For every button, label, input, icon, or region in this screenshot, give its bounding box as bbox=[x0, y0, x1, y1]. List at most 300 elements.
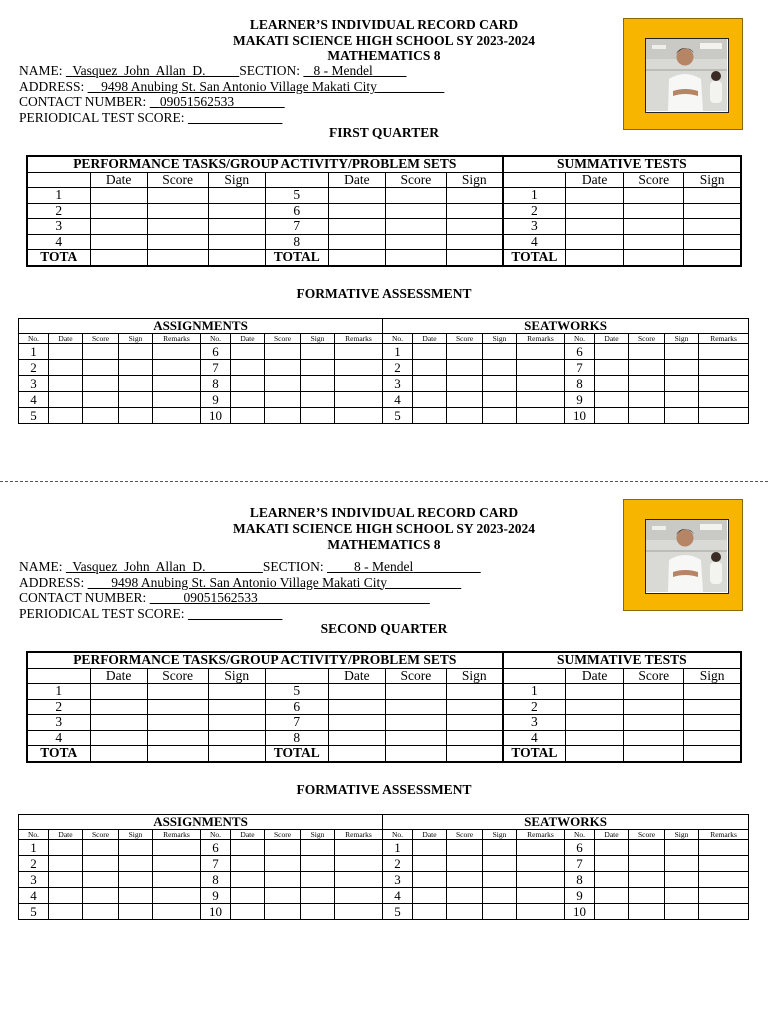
address-value[interactable]: 9498 Anubing St. San Antonio Village Makati City bbox=[111, 574, 387, 590]
entry-cell-remarks[interactable] bbox=[335, 344, 383, 360]
table-row bbox=[27, 219, 741, 235]
entry-cell-remarks[interactable] bbox=[699, 856, 749, 872]
entry-cell-score[interactable] bbox=[147, 250, 208, 266]
entry-cell-remarks[interactable] bbox=[699, 408, 749, 424]
entry-cell-date[interactable] bbox=[328, 715, 385, 731]
entry-cell-sign[interactable] bbox=[119, 344, 153, 360]
entry-cell-date[interactable] bbox=[49, 408, 83, 424]
entry-cell-remarks[interactable] bbox=[699, 360, 749, 376]
entry-cell-date[interactable] bbox=[90, 188, 147, 204]
entry-cell-remarks[interactable] bbox=[335, 408, 383, 424]
entry-cell-score[interactable] bbox=[629, 376, 665, 392]
column-header-sign: Sign bbox=[446, 172, 502, 188]
entry-cell-sign[interactable] bbox=[483, 344, 517, 360]
entry-cell-sign[interactable] bbox=[483, 408, 517, 424]
entry-cell-date[interactable] bbox=[328, 250, 385, 266]
entry-cell-sign[interactable] bbox=[483, 856, 517, 872]
entry-cell-date[interactable] bbox=[566, 684, 624, 700]
entry-cell-sign[interactable] bbox=[208, 699, 265, 715]
row-number: 2 bbox=[383, 856, 413, 872]
entry-cell-date[interactable] bbox=[566, 715, 624, 731]
entry-cell-remarks[interactable] bbox=[699, 376, 749, 392]
entry-cell-date[interactable] bbox=[90, 730, 147, 746]
entry-cell-date[interactable] bbox=[413, 856, 447, 872]
entry-cell-sign[interactable] bbox=[684, 684, 741, 700]
entry-cell-score[interactable] bbox=[624, 730, 684, 746]
entry-cell-remarks[interactable] bbox=[699, 344, 749, 360]
summative-group-header: SUMMATIVE TESTS bbox=[503, 652, 741, 668]
entry-cell-date[interactable] bbox=[90, 684, 147, 700]
entry-cell-date[interactable] bbox=[566, 730, 624, 746]
entry-cell-score[interactable] bbox=[83, 360, 119, 376]
entry-cell-score[interactable] bbox=[447, 408, 483, 424]
column-header-remarks: Remarks bbox=[153, 830, 201, 840]
entry-cell-score[interactable] bbox=[385, 715, 446, 731]
entry-cell-date[interactable] bbox=[49, 392, 83, 408]
entry-cell-sign[interactable] bbox=[301, 344, 335, 360]
entry-cell-date[interactable] bbox=[595, 888, 629, 904]
entry-cell-sign[interactable] bbox=[446, 219, 502, 235]
entry-cell-sign[interactable] bbox=[483, 376, 517, 392]
entry-cell-date[interactable] bbox=[90, 699, 147, 715]
entry-cell-remarks[interactable] bbox=[153, 360, 201, 376]
entry-cell-sign[interactable] bbox=[301, 360, 335, 376]
entry-cell-date[interactable] bbox=[595, 840, 629, 856]
subject-name: MATHEMATICS 8 bbox=[327, 48, 441, 63]
entry-cell-sign[interactable] bbox=[301, 856, 335, 872]
entry-cell-score[interactable] bbox=[624, 684, 684, 700]
row-number: 10 bbox=[201, 408, 231, 424]
score-value[interactable] bbox=[188, 110, 283, 125]
entry-cell-score[interactable] bbox=[83, 888, 119, 904]
entry-cell-sign[interactable] bbox=[483, 360, 517, 376]
entry-cell-score[interactable] bbox=[624, 188, 684, 204]
entry-cell-date[interactable] bbox=[328, 219, 385, 235]
entry-cell-score[interactable] bbox=[265, 872, 301, 888]
entry-cell-score[interactable] bbox=[385, 684, 446, 700]
entry-cell-remarks[interactable] bbox=[517, 888, 565, 904]
entry-cell-date[interactable] bbox=[566, 203, 624, 219]
column-header-no: No. bbox=[383, 334, 413, 344]
entry-cell-sign[interactable] bbox=[208, 234, 265, 250]
entry-cell-date[interactable] bbox=[90, 203, 147, 219]
section-value[interactable]: 8 - Mendel bbox=[313, 63, 373, 78]
entry-cell-sign[interactable] bbox=[119, 408, 153, 424]
address-value[interactable]: 9498 Anubing St. San Antonio Village Makati City bbox=[101, 79, 377, 94]
column-header-blank bbox=[27, 172, 90, 188]
entry-cell-date[interactable] bbox=[413, 344, 447, 360]
column-header-score: Score bbox=[147, 668, 208, 684]
entry-cell-sign[interactable] bbox=[665, 360, 699, 376]
entry-cell-date[interactable] bbox=[413, 408, 447, 424]
entry-cell-score[interactable] bbox=[265, 376, 301, 392]
entry-cell-date[interactable] bbox=[328, 188, 385, 204]
entry-cell-remarks[interactable] bbox=[517, 840, 565, 856]
entry-cell-date[interactable] bbox=[90, 250, 147, 266]
entry-cell-date[interactable] bbox=[566, 219, 624, 235]
entry-cell-sign[interactable] bbox=[119, 872, 153, 888]
entry-cell-date[interactable] bbox=[595, 872, 629, 888]
entry-cell-score[interactable] bbox=[147, 219, 208, 235]
student-photo bbox=[645, 519, 729, 594]
entry-cell-sign[interactable] bbox=[665, 856, 699, 872]
entry-cell-date[interactable] bbox=[231, 408, 265, 424]
entry-cell-score[interactable] bbox=[147, 746, 208, 762]
entry-cell-date[interactable] bbox=[231, 872, 265, 888]
entry-cell-sign[interactable] bbox=[665, 840, 699, 856]
entry-cell-score[interactable] bbox=[385, 203, 446, 219]
entry-cell-date[interactable] bbox=[49, 904, 83, 920]
name-value[interactable]: Vasquez John Allan D. bbox=[72, 559, 206, 574]
entry-cell-date[interactable] bbox=[90, 746, 147, 762]
entry-cell-score[interactable] bbox=[624, 715, 684, 731]
entry-cell-remarks[interactable] bbox=[153, 408, 201, 424]
entry-cell-date[interactable] bbox=[49, 840, 83, 856]
entry-cell-sign[interactable] bbox=[483, 392, 517, 408]
entry-cell-remarks[interactable] bbox=[699, 888, 749, 904]
entry-cell-sign[interactable] bbox=[483, 888, 517, 904]
entry-cell-remarks[interactable] bbox=[517, 360, 565, 376]
entry-cell-score[interactable] bbox=[147, 188, 208, 204]
entry-cell-sign[interactable] bbox=[301, 888, 335, 904]
entry-cell-score[interactable] bbox=[83, 872, 119, 888]
entry-cell-score[interactable] bbox=[624, 219, 684, 235]
entry-cell-remarks[interactable] bbox=[153, 904, 201, 920]
entry-cell-sign[interactable] bbox=[446, 699, 502, 715]
table-row bbox=[19, 360, 749, 376]
entry-cell-score[interactable] bbox=[147, 699, 208, 715]
entry-cell-sign[interactable] bbox=[684, 219, 741, 235]
entry-cell-score[interactable] bbox=[265, 840, 301, 856]
subject-name: MATHEMATICS 8 bbox=[327, 537, 441, 552]
entry-cell-sign[interactable] bbox=[665, 872, 699, 888]
entry-cell-sign[interactable] bbox=[665, 392, 699, 408]
entry-cell-date[interactable] bbox=[566, 188, 624, 204]
entry-cell-date[interactable] bbox=[231, 840, 265, 856]
row-number: 7 bbox=[201, 360, 231, 376]
entry-cell-date[interactable] bbox=[49, 872, 83, 888]
row-number: 5 bbox=[265, 684, 328, 700]
entry-cell-remarks[interactable] bbox=[699, 904, 749, 920]
entry-cell-score[interactable] bbox=[147, 203, 208, 219]
entry-cell-score[interactable] bbox=[83, 344, 119, 360]
entry-cell-score[interactable] bbox=[265, 392, 301, 408]
entry-cell-score[interactable] bbox=[447, 904, 483, 920]
entry-cell-score[interactable] bbox=[385, 234, 446, 250]
entry-cell-score[interactable] bbox=[83, 904, 119, 920]
entry-cell-date[interactable] bbox=[328, 684, 385, 700]
entry-cell-sign[interactable] bbox=[446, 203, 502, 219]
table-row bbox=[27, 715, 741, 731]
entry-cell-sign[interactable] bbox=[684, 746, 741, 762]
score-label: PERIODICAL TEST SCORE: bbox=[19, 605, 185, 621]
entry-cell-date[interactable] bbox=[49, 360, 83, 376]
entry-cell-date[interactable] bbox=[413, 392, 447, 408]
entry-cell-sign[interactable] bbox=[446, 746, 502, 762]
entry-cell-date[interactable] bbox=[413, 904, 447, 920]
entry-cell-score[interactable] bbox=[624, 234, 684, 250]
entry-cell-score[interactable] bbox=[83, 392, 119, 408]
entry-cell-remarks[interactable] bbox=[335, 856, 383, 872]
entry-cell-sign[interactable] bbox=[684, 234, 741, 250]
entry-cell-date[interactable] bbox=[90, 715, 147, 731]
entry-cell-score[interactable] bbox=[385, 730, 446, 746]
entry-cell-score[interactable] bbox=[629, 872, 665, 888]
contact-label: CONTACT NUMBER: bbox=[19, 94, 147, 109]
entry-cell-score[interactable] bbox=[265, 856, 301, 872]
entry-cell-sign[interactable] bbox=[208, 684, 265, 700]
entry-cell-sign[interactable] bbox=[301, 376, 335, 392]
entry-cell-sign[interactable] bbox=[665, 376, 699, 392]
table-row bbox=[27, 234, 741, 250]
entry-cell-remarks[interactable] bbox=[699, 392, 749, 408]
table-row bbox=[19, 888, 749, 904]
table-row bbox=[19, 840, 749, 856]
entry-cell-date[interactable] bbox=[231, 360, 265, 376]
entry-cell-sign[interactable] bbox=[684, 730, 741, 746]
entry-cell-score[interactable] bbox=[265, 888, 301, 904]
entry-cell-remarks[interactable] bbox=[335, 392, 383, 408]
entry-cell-remarks[interactable] bbox=[335, 376, 383, 392]
entry-cell-sign[interactable] bbox=[208, 746, 265, 762]
name-value[interactable]: Vasquez John Allan D. bbox=[72, 63, 206, 78]
entry-cell-sign[interactable] bbox=[208, 250, 265, 266]
entry-cell-sign[interactable] bbox=[446, 188, 502, 204]
entry-cell-score[interactable] bbox=[447, 888, 483, 904]
entry-cell-sign[interactable] bbox=[483, 872, 517, 888]
entry-cell-sign[interactable] bbox=[301, 872, 335, 888]
entry-cell-sign[interactable] bbox=[208, 188, 265, 204]
entry-cell-remarks[interactable] bbox=[335, 872, 383, 888]
entry-cell-date[interactable] bbox=[49, 376, 83, 392]
school-name: MAKATI SCIENCE HIGH SCHOOL SY 2023-2024 bbox=[233, 521, 535, 536]
entry-cell-date[interactable] bbox=[90, 219, 147, 235]
entry-cell-remarks[interactable] bbox=[517, 904, 565, 920]
entry-cell-date[interactable] bbox=[595, 904, 629, 920]
entry-cell-score[interactable] bbox=[624, 250, 684, 266]
entry-cell-sign[interactable] bbox=[119, 856, 153, 872]
entry-cell-remarks[interactable] bbox=[335, 904, 383, 920]
total-label: TOTA bbox=[27, 250, 90, 266]
entry-cell-sign[interactable] bbox=[446, 730, 502, 746]
entry-cell-date[interactable] bbox=[49, 856, 83, 872]
row-number: 3 bbox=[19, 872, 49, 888]
table-row bbox=[27, 188, 741, 204]
column-header-no: No. bbox=[19, 830, 49, 840]
column-header-sign: Sign bbox=[483, 830, 517, 840]
entry-cell-sign[interactable] bbox=[119, 376, 153, 392]
entry-cell-score[interactable] bbox=[385, 219, 446, 235]
entry-cell-date[interactable] bbox=[595, 392, 629, 408]
entry-cell-score[interactable] bbox=[385, 699, 446, 715]
entry-cell-sign[interactable] bbox=[301, 904, 335, 920]
entry-cell-date[interactable] bbox=[49, 344, 83, 360]
entry-cell-date[interactable] bbox=[328, 234, 385, 250]
entry-cell-remarks[interactable] bbox=[699, 872, 749, 888]
entry-cell-date[interactable] bbox=[231, 888, 265, 904]
column-header-no: No. bbox=[19, 334, 49, 344]
entry-cell-sign[interactable] bbox=[665, 408, 699, 424]
entry-cell-remarks[interactable] bbox=[153, 872, 201, 888]
entry-cell-sign[interactable] bbox=[684, 715, 741, 731]
entry-cell-sign[interactable] bbox=[684, 203, 741, 219]
entry-cell-score[interactable] bbox=[447, 360, 483, 376]
entry-cell-remarks[interactable] bbox=[335, 888, 383, 904]
entry-cell-score[interactable] bbox=[447, 344, 483, 360]
entry-cell-date[interactable] bbox=[231, 904, 265, 920]
entry-cell-score[interactable] bbox=[629, 360, 665, 376]
contact-value[interactable]: 09051562533 bbox=[159, 94, 235, 109]
entry-cell-remarks[interactable] bbox=[335, 840, 383, 856]
entry-cell-date[interactable] bbox=[328, 203, 385, 219]
section-label: SECTION: bbox=[262, 559, 324, 574]
entry-cell-score[interactable] bbox=[147, 234, 208, 250]
entry-cell-sign[interactable] bbox=[301, 840, 335, 856]
entry-cell-date[interactable] bbox=[566, 699, 624, 715]
entry-cell-score[interactable] bbox=[624, 746, 684, 762]
entry-cell-sign[interactable] bbox=[119, 888, 153, 904]
entry-cell-score[interactable] bbox=[447, 376, 483, 392]
entry-cell-sign[interactable] bbox=[301, 408, 335, 424]
entry-cell-score[interactable] bbox=[629, 344, 665, 360]
entry-cell-sign[interactable] bbox=[446, 715, 502, 731]
row-number: 7 bbox=[565, 856, 595, 872]
entry-cell-remarks[interactable] bbox=[335, 360, 383, 376]
entry-cell-date[interactable] bbox=[328, 746, 385, 762]
entry-cell-score[interactable] bbox=[447, 840, 483, 856]
column-header-no: No. bbox=[565, 334, 595, 344]
entry-cell-sign[interactable] bbox=[684, 699, 741, 715]
entry-cell-remarks[interactable] bbox=[699, 840, 749, 856]
entry-cell-sign[interactable] bbox=[665, 904, 699, 920]
entry-cell-score[interactable] bbox=[265, 360, 301, 376]
entry-cell-sign[interactable] bbox=[684, 188, 741, 204]
row-number: 8 bbox=[265, 730, 328, 746]
entry-cell-score[interactable] bbox=[385, 188, 446, 204]
entry-cell-sign[interactable] bbox=[119, 392, 153, 408]
entry-cell-remarks[interactable] bbox=[517, 344, 565, 360]
table-row bbox=[19, 376, 749, 392]
row-number: 4 bbox=[19, 888, 49, 904]
entry-cell-remarks[interactable] bbox=[517, 376, 565, 392]
entry-cell-sign[interactable] bbox=[483, 840, 517, 856]
row-number: 3 bbox=[503, 219, 566, 235]
entry-cell-date[interactable] bbox=[413, 872, 447, 888]
entry-cell-score[interactable] bbox=[447, 856, 483, 872]
entry-cell-score[interactable] bbox=[624, 203, 684, 219]
entry-cell-score[interactable] bbox=[147, 715, 208, 731]
entry-cell-sign[interactable] bbox=[208, 219, 265, 235]
entry-cell-remarks[interactable] bbox=[153, 344, 201, 360]
entry-cell-sign[interactable] bbox=[119, 840, 153, 856]
row-number: 1 bbox=[503, 684, 566, 700]
contact-value[interactable]: 09051562533 bbox=[183, 590, 258, 606]
entry-cell-remarks[interactable] bbox=[153, 840, 201, 856]
column-header-score: Score bbox=[385, 172, 446, 188]
entry-cell-sign[interactable] bbox=[208, 203, 265, 219]
entry-cell-sign[interactable] bbox=[119, 904, 153, 920]
entry-cell-date[interactable] bbox=[231, 344, 265, 360]
entry-cell-score[interactable] bbox=[447, 392, 483, 408]
entry-cell-remarks[interactable] bbox=[517, 856, 565, 872]
entry-cell-sign[interactable] bbox=[119, 360, 153, 376]
entry-cell-score[interactable] bbox=[265, 904, 301, 920]
entry-cell-date[interactable] bbox=[413, 360, 447, 376]
entry-cell-date[interactable] bbox=[566, 234, 624, 250]
entry-cell-date[interactable] bbox=[328, 699, 385, 715]
entry-cell-remarks[interactable] bbox=[517, 408, 565, 424]
entry-cell-date[interactable] bbox=[231, 376, 265, 392]
entry-cell-sign[interactable] bbox=[665, 888, 699, 904]
entry-cell-date[interactable] bbox=[413, 840, 447, 856]
entry-cell-score[interactable] bbox=[83, 840, 119, 856]
entry-cell-score[interactable] bbox=[385, 746, 446, 762]
entry-cell-score[interactable] bbox=[265, 344, 301, 360]
entry-cell-date[interactable] bbox=[595, 408, 629, 424]
entry-cell-remarks[interactable] bbox=[517, 392, 565, 408]
entry-cell-score[interactable] bbox=[629, 392, 665, 408]
entry-cell-score[interactable] bbox=[629, 840, 665, 856]
score-value[interactable] bbox=[188, 606, 283, 621]
entry-cell-date[interactable] bbox=[595, 360, 629, 376]
entry-cell-date[interactable] bbox=[413, 376, 447, 392]
entry-cell-remarks[interactable] bbox=[153, 888, 201, 904]
entry-cell-score[interactable] bbox=[83, 408, 119, 424]
entry-cell-date[interactable] bbox=[328, 730, 385, 746]
entry-cell-sign[interactable] bbox=[446, 234, 502, 250]
entry-cell-score[interactable] bbox=[83, 376, 119, 392]
entry-cell-date[interactable] bbox=[231, 856, 265, 872]
entry-cell-sign[interactable] bbox=[208, 730, 265, 746]
entry-cell-score[interactable] bbox=[629, 408, 665, 424]
entry-cell-sign[interactable] bbox=[684, 250, 741, 266]
entry-cell-score[interactable] bbox=[629, 904, 665, 920]
entry-cell-sign[interactable] bbox=[208, 715, 265, 731]
entry-cell-sign[interactable] bbox=[446, 684, 502, 700]
entry-cell-remarks[interactable] bbox=[153, 856, 201, 872]
entry-cell-score[interactable] bbox=[147, 684, 208, 700]
entry-cell-score[interactable] bbox=[629, 856, 665, 872]
entry-cell-remarks[interactable] bbox=[517, 872, 565, 888]
score-row bbox=[19, 110, 282, 126]
entry-cell-date[interactable] bbox=[595, 344, 629, 360]
entry-cell-date[interactable] bbox=[90, 234, 147, 250]
entry-cell-sign[interactable] bbox=[301, 392, 335, 408]
entry-cell-sign[interactable] bbox=[483, 904, 517, 920]
entry-cell-date[interactable] bbox=[566, 746, 624, 762]
entry-cell-sign[interactable] bbox=[665, 344, 699, 360]
entry-cell-score[interactable] bbox=[447, 872, 483, 888]
entry-cell-remarks[interactable] bbox=[153, 376, 201, 392]
entry-cell-score[interactable] bbox=[629, 888, 665, 904]
entry-cell-date[interactable] bbox=[566, 250, 624, 266]
column-header-date: Date bbox=[566, 668, 624, 684]
entry-cell-date[interactable] bbox=[231, 392, 265, 408]
entry-cell-date[interactable] bbox=[595, 856, 629, 872]
entry-cell-score[interactable] bbox=[265, 408, 301, 424]
entry-cell-date[interactable] bbox=[49, 888, 83, 904]
table-row bbox=[19, 408, 749, 424]
entry-cell-score[interactable] bbox=[624, 699, 684, 715]
entry-cell-score[interactable] bbox=[385, 250, 446, 266]
entry-cell-score[interactable] bbox=[83, 856, 119, 872]
entry-cell-date[interactable] bbox=[413, 888, 447, 904]
entry-cell-score[interactable] bbox=[147, 730, 208, 746]
entry-cell-sign[interactable] bbox=[446, 250, 502, 266]
section-value[interactable]: 8 - Mendel bbox=[354, 559, 414, 574]
entry-cell-date[interactable] bbox=[595, 376, 629, 392]
entry-cell-remarks[interactable] bbox=[153, 392, 201, 408]
